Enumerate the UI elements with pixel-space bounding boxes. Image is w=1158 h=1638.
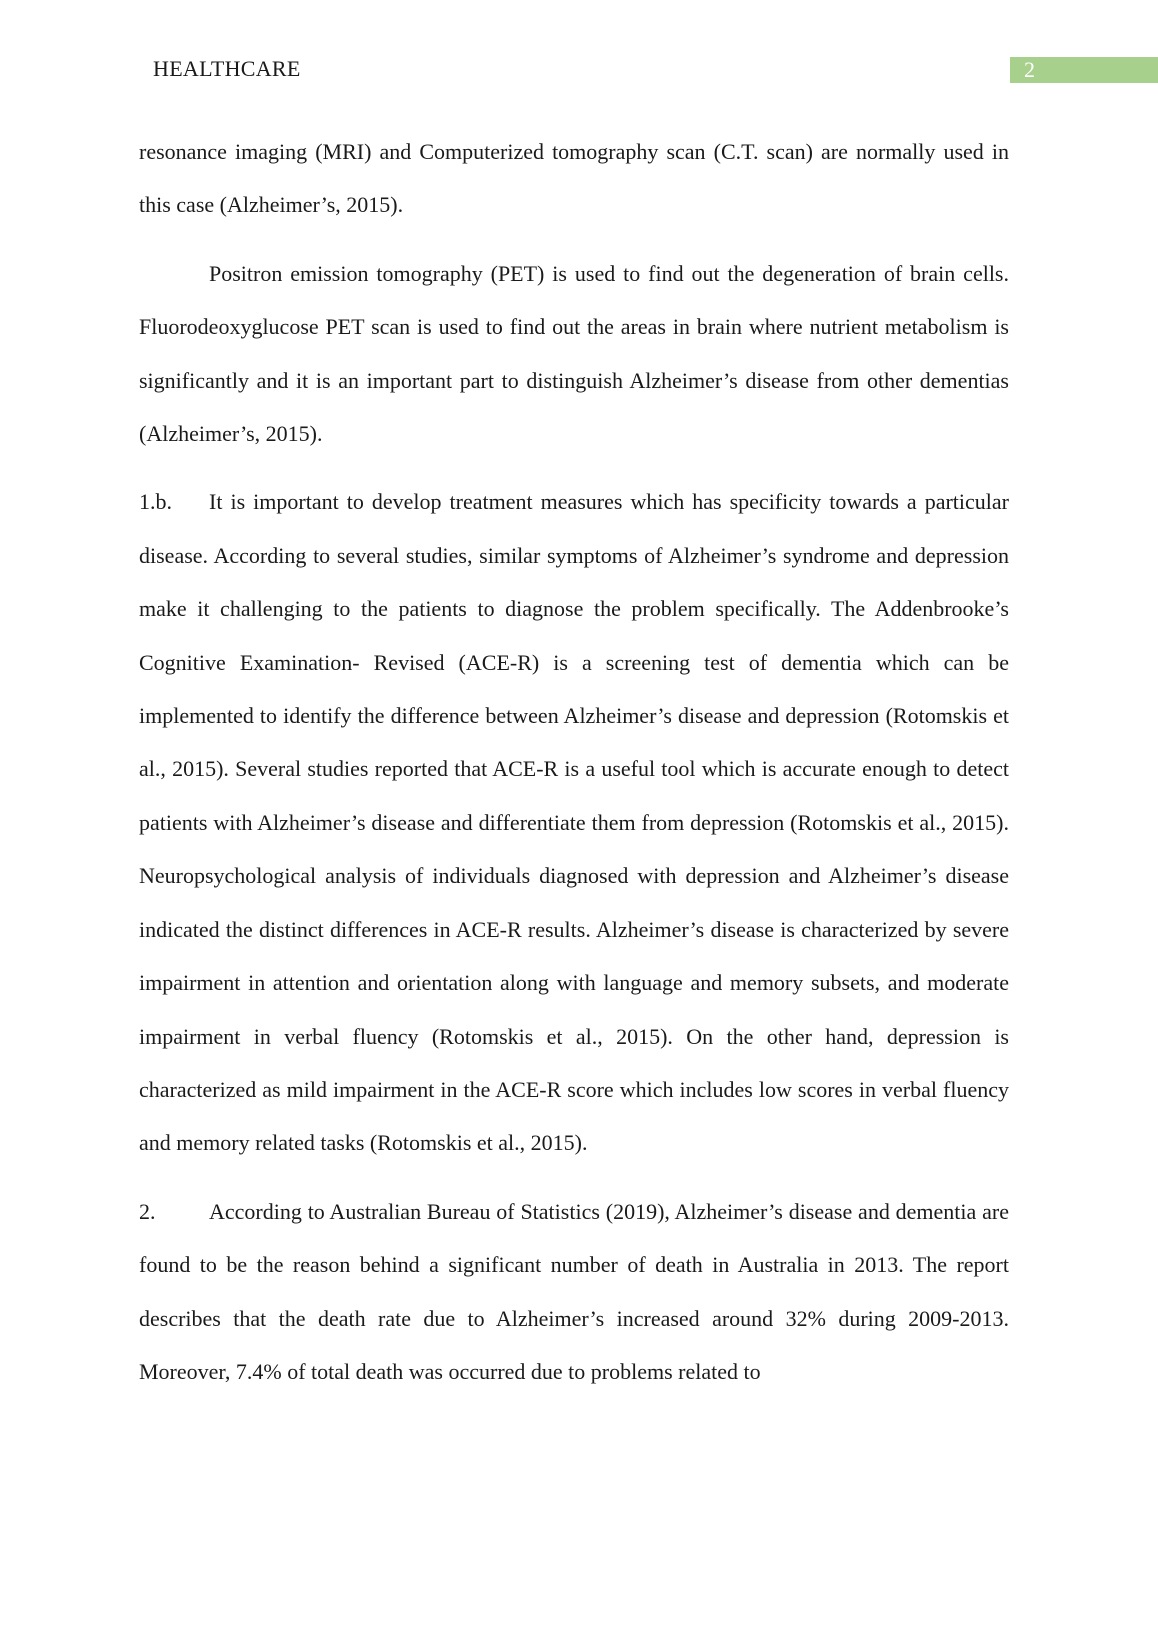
paragraph-1b	[139, 475, 1009, 1169]
page-number: 2	[1024, 57, 1035, 82]
paragraph-pet: Positron emission tomography (PET) is used to find out the degeneration of brain cells. Fluorodeoxyglucose PET scan is used to find out the areas in brain where nutrient metabolism is significantly and it is an important part to distinguish Alzheimer’s disease from other dementias (Alzheimer’s, 2015).	[139, 260, 1009, 447]
paragraph-number: 2.	[139, 1198, 156, 1224]
paragraph-continuation: resonance imaging (MRI) and Computerized tomography scan (C.T. scan) are normally used in this case (Alzheimer’s, 2015).	[139, 139, 1009, 218]
running-header-title: HEALTHCARE	[153, 56, 301, 81]
document-body	[139, 125, 1009, 1413]
paragraph-number: 1.b.	[139, 489, 172, 515]
page-number-bar	[1010, 57, 1158, 83]
paragraph-text: It is important to develop treatment measures which has specificity towards a particular disease. According to several studies, similar symptoms of Alzheimer’s syndrome and depression make it challenging to the patients to diagnose the problem specifically. The Addenbrooke’s Cognitive Examination- Revised (ACE-R) is a screening test of dementia which can be implemented to identify the difference between Alzheimer’s disease and depression (Rotomskis et al., 2015). Several studies reported that ACE-R is a useful tool which is accurate enough to detect patients with Alzheimer’s disease and differentiate them from depression (Rotomskis et al., 2015). Neuropsychological analysis of individuals diagnosed with depression and Alzheimer’s disease indicated the distinct differences in ACE-R results. Alzheimer’s disease is characterized by severe impairment in attention and orientation along with language and memory subsets, and moderate impairment in verbal fluency (Rotomskis et al., 2015). On the other hand, depression is characterized as mild impairment in the ACE-R score which includes low scores in verbal fluency and memory related tasks (Rotomskis et al., 2015).	[139, 489, 1009, 1156]
paragraph-text: According to Australian Bureau of Statistics (2019), Alzheimer’s disease and dementia are found to be the reason behind a significant number of death in Australia in 2013. The report describes that the death rate due to Alzheimer’s increased around 32% during 2009-2013. Moreover, 7.4% of total death was occurred due to problems related to	[139, 1198, 1009, 1384]
paragraph-2	[139, 1185, 1009, 1399]
